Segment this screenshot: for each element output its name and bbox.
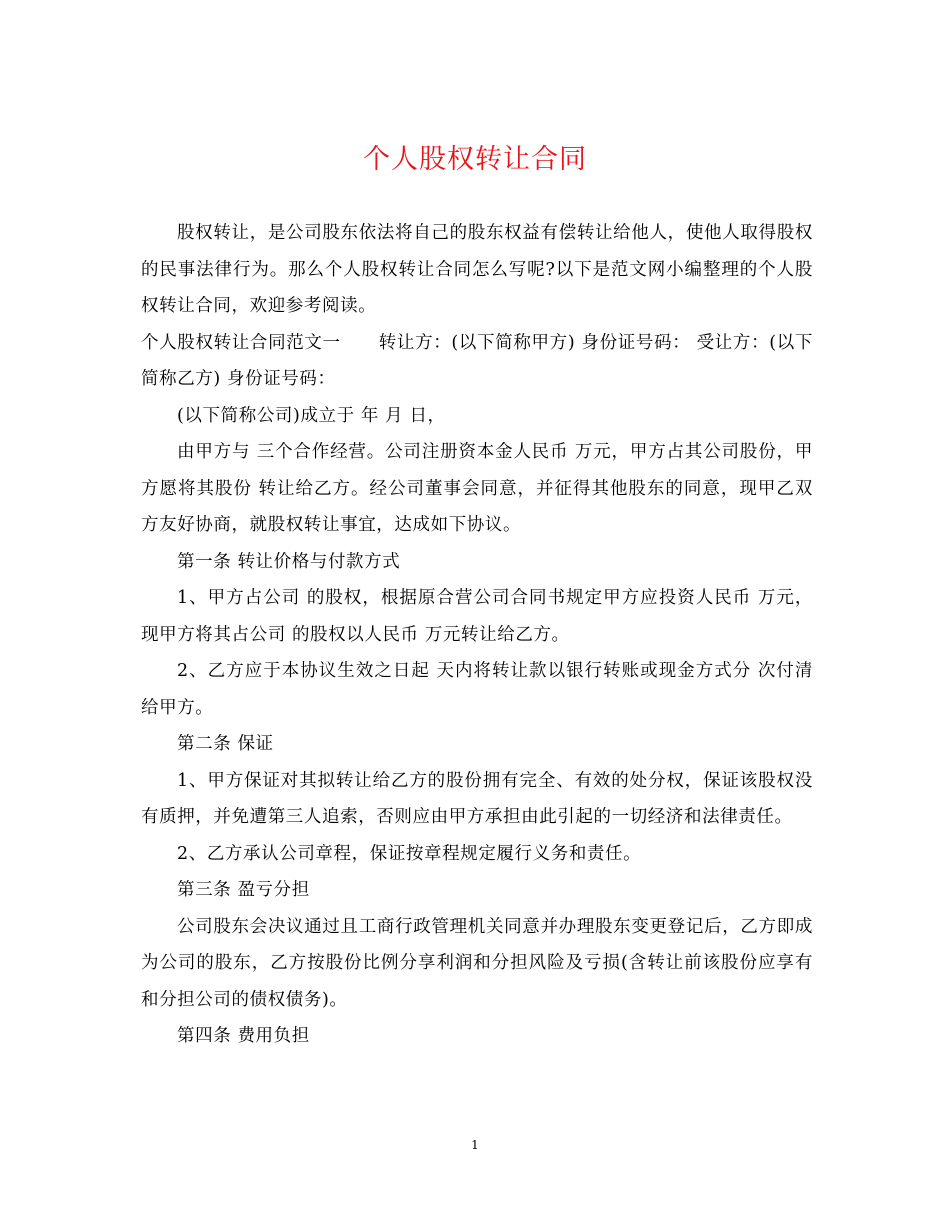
article-2-clause-2: 2、乙方承认公司章程，保证按章程规定履行义务和责任。 bbox=[177, 843, 642, 864]
article-4-heading: 第四条 费用负担 bbox=[177, 1026, 310, 1046]
article-3-heading: 第三条 盈亏分担 bbox=[177, 880, 310, 900]
article-2-heading: 第二条 保证 bbox=[177, 734, 274, 754]
article-2-clause-1: 1、甲方保证对其拟转让给乙方的股份拥有完全、有效的处分权，保证该股权没有质押，并免遭第三人追索，否则应由甲方承担由此引起的一切经济和法律责任。 bbox=[141, 770, 813, 827]
article-3-paragraph: 公司股东会决议通过且工商行政管理机关同意并办理股东变更登记后，乙方即成为公司的股东，乙方按股份比例分享利润和分担风险及亏损(含转让前该股份应享有和分担公司的债权债务)。 bbox=[141, 916, 813, 1010]
article-1-clause-2: 2、乙方应于本协议生效之日起 天内将转让款以银行转账或现金方式分 次付清给甲方。 bbox=[141, 661, 813, 718]
intro-paragraph: 股权转让，是公司股东依法将自己的股东权益有偿转让给他人，使他人取得股权的民事法律行为。那么个人股权转让合同怎么写呢?以下是范文网小编整理的个人股权转让合同，欢迎参考阅读。 bbox=[141, 223, 813, 316]
article-1-heading: 第一条 转让价格与付款方式 bbox=[177, 551, 401, 572]
document-body bbox=[141, 215, 813, 1055]
parties-line: 转让方：(以下简称甲方) 身份证号码： 受让方：(以下简称乙方) 身份证号码： bbox=[141, 332, 813, 389]
page-number: 1 bbox=[471, 1138, 479, 1152]
party-info-paragraph bbox=[141, 325, 813, 398]
document-title: 个人股权转让合同 bbox=[363, 144, 587, 175]
article-1-clause-1: 1、甲方占公司 的股权，根据原合营公司合同书规定甲方应投资人民币 万元，现甲方将其占公司 的股权以人民币 万元转让给乙方。 bbox=[141, 588, 813, 645]
company-established-paragraph: (以下简称公司)成立于 年 月 日， bbox=[177, 405, 446, 426]
background-paragraph: 由甲方与 三个合作经营。公司注册资本金人民币 万元，甲方占其公司股份，甲方愿将其股份 转让给乙方。经公司董事会同意，并征得其他股东的同意，现甲乙双方友好协商，就股权转让事宜，达成如下协议。 bbox=[141, 442, 813, 535]
sample-heading: 个人股权转让合同范文一 bbox=[141, 332, 341, 353]
